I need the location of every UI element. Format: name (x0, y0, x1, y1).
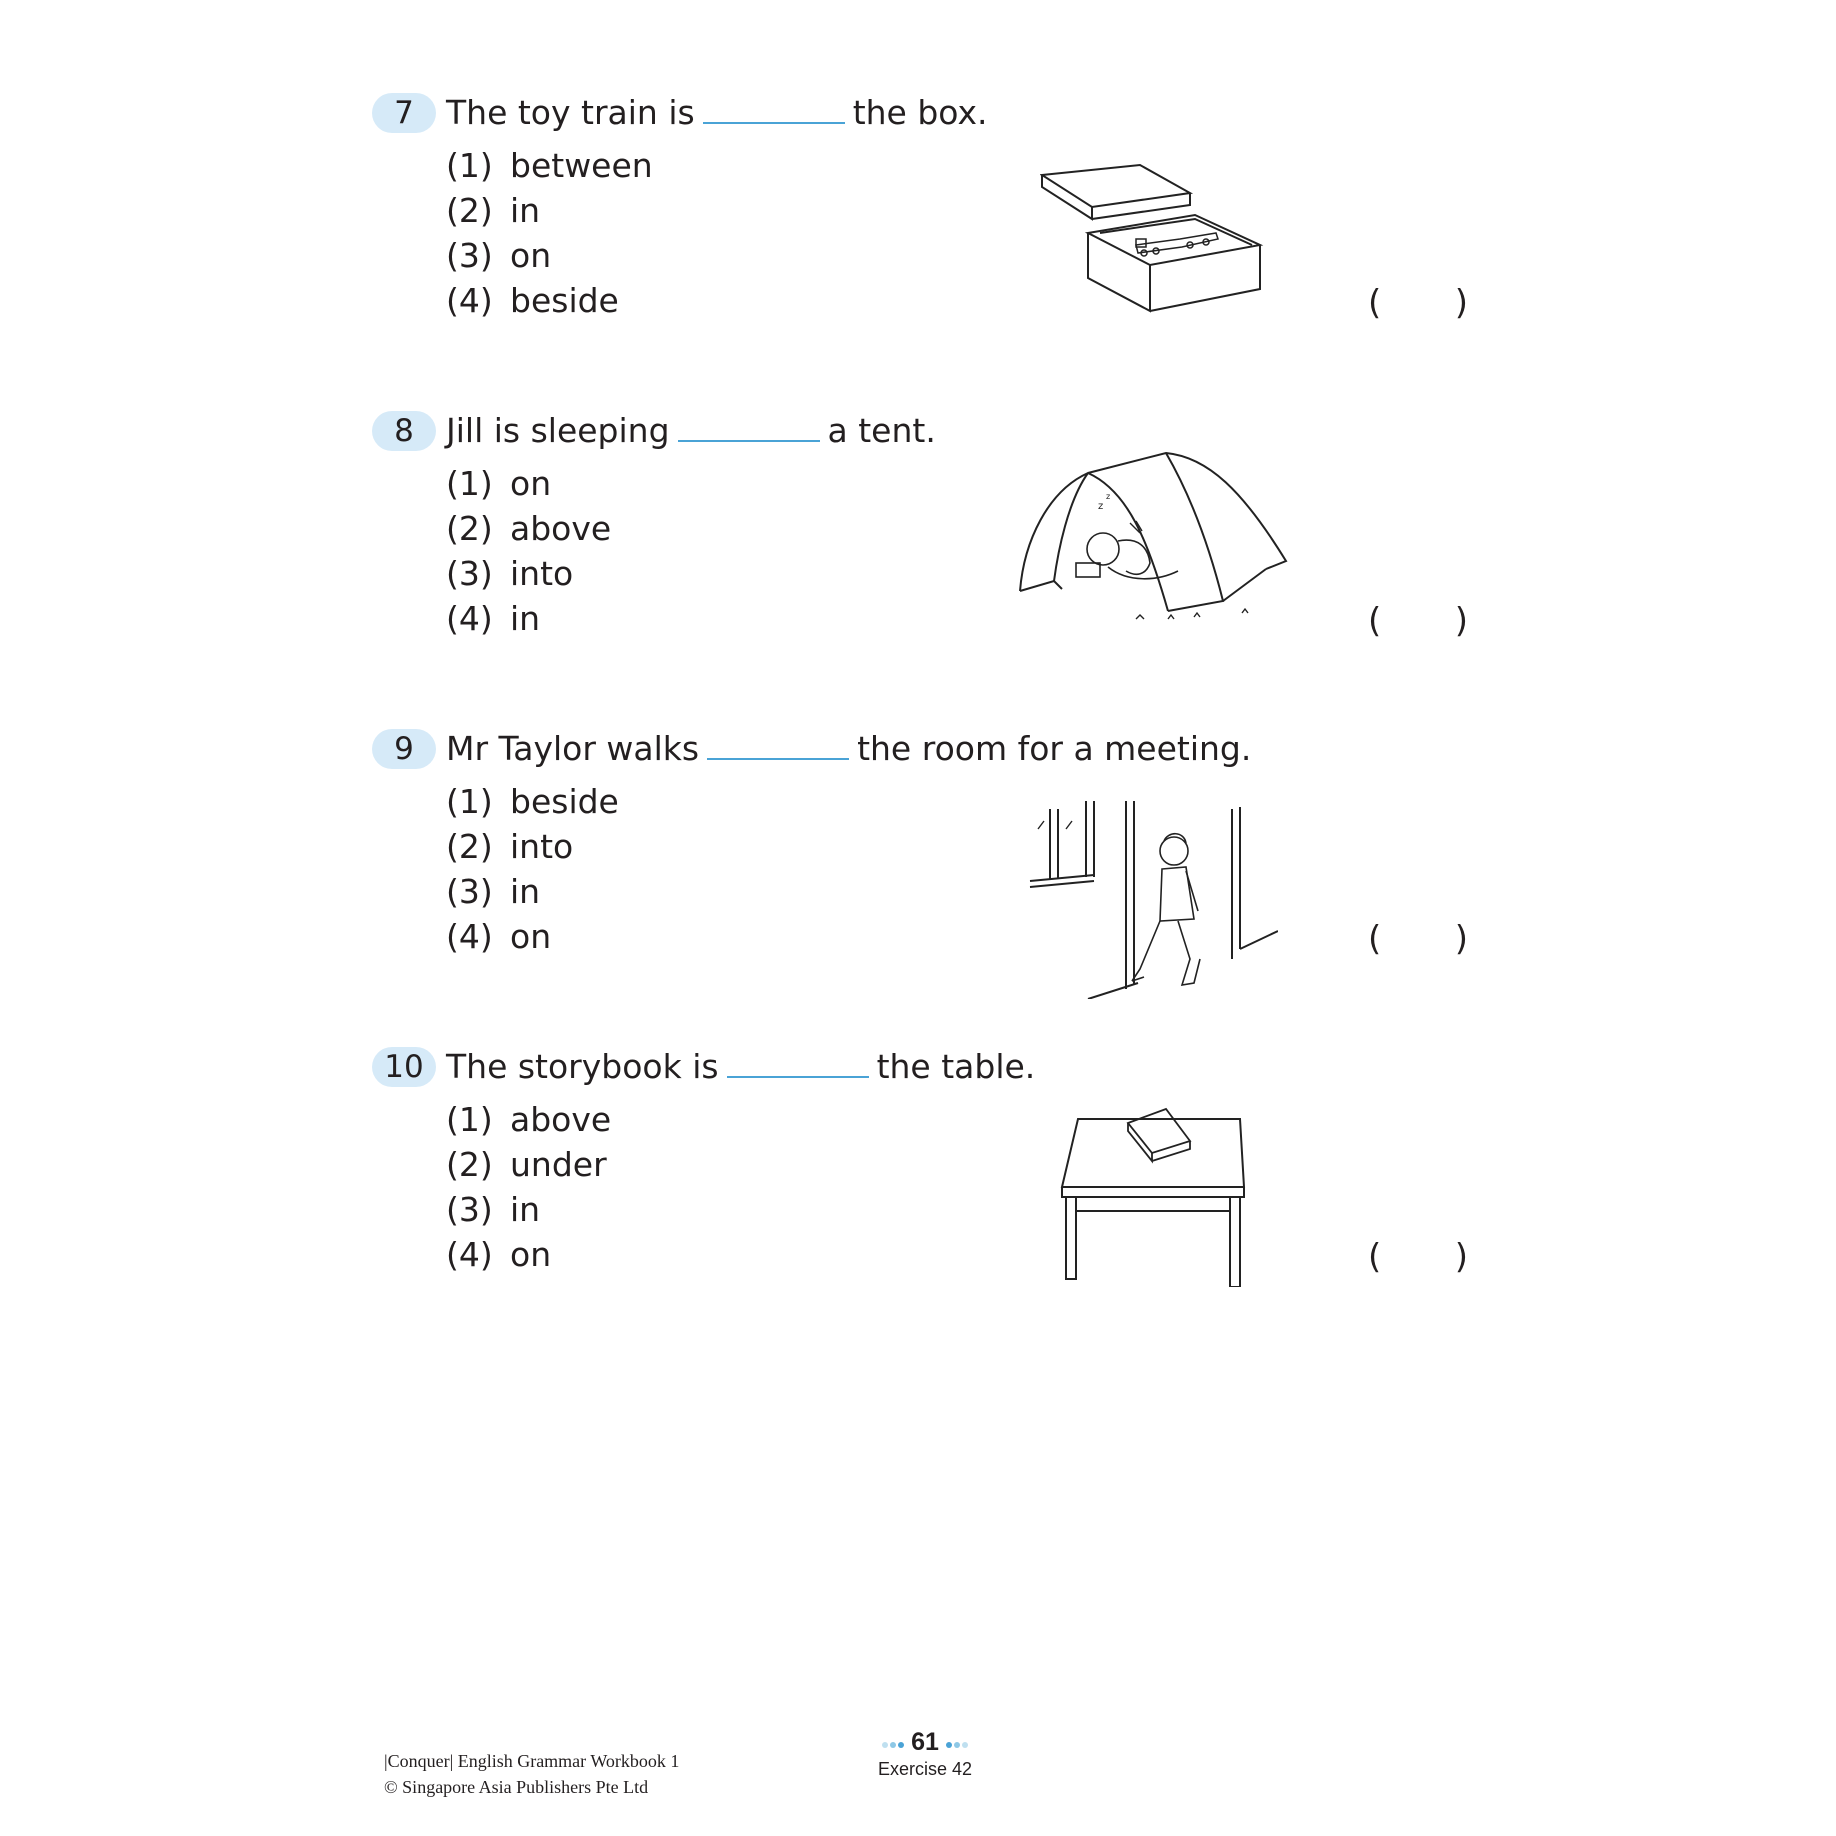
svg-text:z: z (1106, 492, 1111, 501)
option-text: on (510, 1235, 552, 1274)
answer-blank[interactable] (703, 92, 845, 124)
stem-after: the table. (876, 1047, 1036, 1086)
option-number: (2) (446, 827, 493, 866)
question-stem (446, 727, 1251, 771)
question-number-badge: 9 (372, 729, 436, 769)
answer-blank[interactable] (707, 728, 849, 760)
option-1[interactable] (446, 1097, 611, 1142)
option-1[interactable] (446, 143, 653, 188)
stem-before: The storybook is (446, 1047, 719, 1086)
close-paren: ) (1454, 283, 1468, 323)
svg-text:z: z (1098, 501, 1104, 512)
close-paren: ) (1454, 1237, 1468, 1277)
copyright: © Singapore Asia Publishers Pte Ltd (384, 1777, 649, 1797)
question-number-badge: 10 (372, 1047, 436, 1087)
close-paren: ) (1454, 601, 1468, 641)
option-number: (4) (446, 917, 493, 956)
option-number: (3) (446, 236, 493, 275)
option-2[interactable] (446, 1142, 611, 1187)
option-text: above (510, 509, 612, 548)
option-4[interactable] (446, 1232, 611, 1277)
option-text: in (510, 191, 541, 230)
stem-after: the room for a meeting. (857, 729, 1252, 768)
option-text: on (510, 917, 552, 956)
options-list (446, 461, 611, 641)
question-stem (446, 91, 987, 135)
page-number-block (860, 1728, 990, 1780)
stem-before: The toy train is (446, 93, 695, 132)
open-paren: ( (1368, 283, 1382, 323)
open-paren: ( (1368, 1237, 1382, 1277)
option-3[interactable] (446, 233, 653, 278)
options-list (446, 1097, 611, 1277)
stem-after: the box. (852, 93, 988, 132)
stem-after: a tent. (827, 411, 936, 450)
option-number: (4) (446, 1235, 493, 1274)
answer-parentheses[interactable] (1368, 1235, 1468, 1279)
option-number: (3) (446, 872, 493, 911)
option-number: (2) (446, 1145, 493, 1184)
option-4[interactable] (446, 914, 619, 959)
answer-parentheses[interactable] (1368, 281, 1468, 325)
option-text: on (510, 236, 552, 275)
option-number: (1) (446, 782, 493, 821)
stem-before: Jill is sleeping (446, 411, 670, 450)
option-text: beside (510, 281, 619, 320)
question-stem (446, 409, 936, 453)
option-1[interactable] (446, 779, 619, 824)
question-9 (0, 729, 1836, 1029)
option-text: in (510, 599, 541, 638)
man-walking-into-room-illustration (1028, 799, 1278, 999)
footer-credits (384, 1748, 679, 1800)
options-list (446, 779, 619, 959)
book-on-table-illustration (1060, 1107, 1250, 1287)
open-paren: ( (1368, 919, 1382, 959)
toy-train-in-box-illustration (1040, 163, 1280, 323)
answer-blank[interactable] (678, 410, 820, 442)
option-2[interactable] (446, 188, 653, 233)
option-number: (2) (446, 191, 493, 230)
question-number-badge: 8 (372, 411, 436, 451)
option-number: (4) (446, 599, 493, 638)
close-paren: ) (1454, 919, 1468, 959)
option-text: between (510, 146, 653, 185)
book-title: |Conquer| English Grammar Workbook 1 (384, 1751, 680, 1771)
question-8 (0, 411, 1836, 711)
answer-blank[interactable] (727, 1046, 869, 1078)
exercise-label: Exercise 42 (877, 1759, 973, 1779)
question-10 (0, 1047, 1836, 1347)
option-text: in (510, 1190, 541, 1229)
open-paren: ( (1368, 601, 1382, 641)
option-number: (1) (446, 146, 493, 185)
option-2[interactable] (446, 824, 619, 869)
question-number-badge: 7 (372, 93, 436, 133)
option-text: into (510, 827, 574, 866)
option-text: on (510, 464, 552, 503)
option-3[interactable] (446, 1187, 611, 1232)
option-4[interactable] (446, 596, 611, 641)
girl-sleeping-in-tent-illustration (1018, 451, 1293, 631)
option-number: (3) (446, 554, 493, 593)
option-3[interactable] (446, 869, 619, 914)
option-text: in (510, 872, 541, 911)
answer-parentheses[interactable] (1368, 599, 1468, 643)
stem-before: Mr Taylor walks (446, 729, 700, 768)
option-text: into (510, 554, 574, 593)
option-number: (2) (446, 509, 493, 548)
decorative-dots-left (881, 1733, 905, 1752)
question-7 (0, 93, 1836, 393)
option-4[interactable] (446, 278, 653, 323)
option-1[interactable] (446, 461, 611, 506)
option-text: under (510, 1145, 607, 1184)
answer-parentheses[interactable] (1368, 917, 1468, 961)
option-number: (1) (446, 464, 493, 503)
option-3[interactable] (446, 551, 611, 596)
option-number: (4) (446, 281, 493, 320)
decorative-dots-right (945, 1733, 969, 1752)
options-list (446, 143, 653, 323)
question-stem (446, 1045, 1035, 1089)
option-text: beside (510, 782, 619, 821)
option-number: (3) (446, 1190, 493, 1229)
option-number: (1) (446, 1100, 493, 1139)
page-number: 61 (911, 1728, 939, 1756)
option-text: above (510, 1100, 612, 1139)
option-2[interactable] (446, 506, 611, 551)
